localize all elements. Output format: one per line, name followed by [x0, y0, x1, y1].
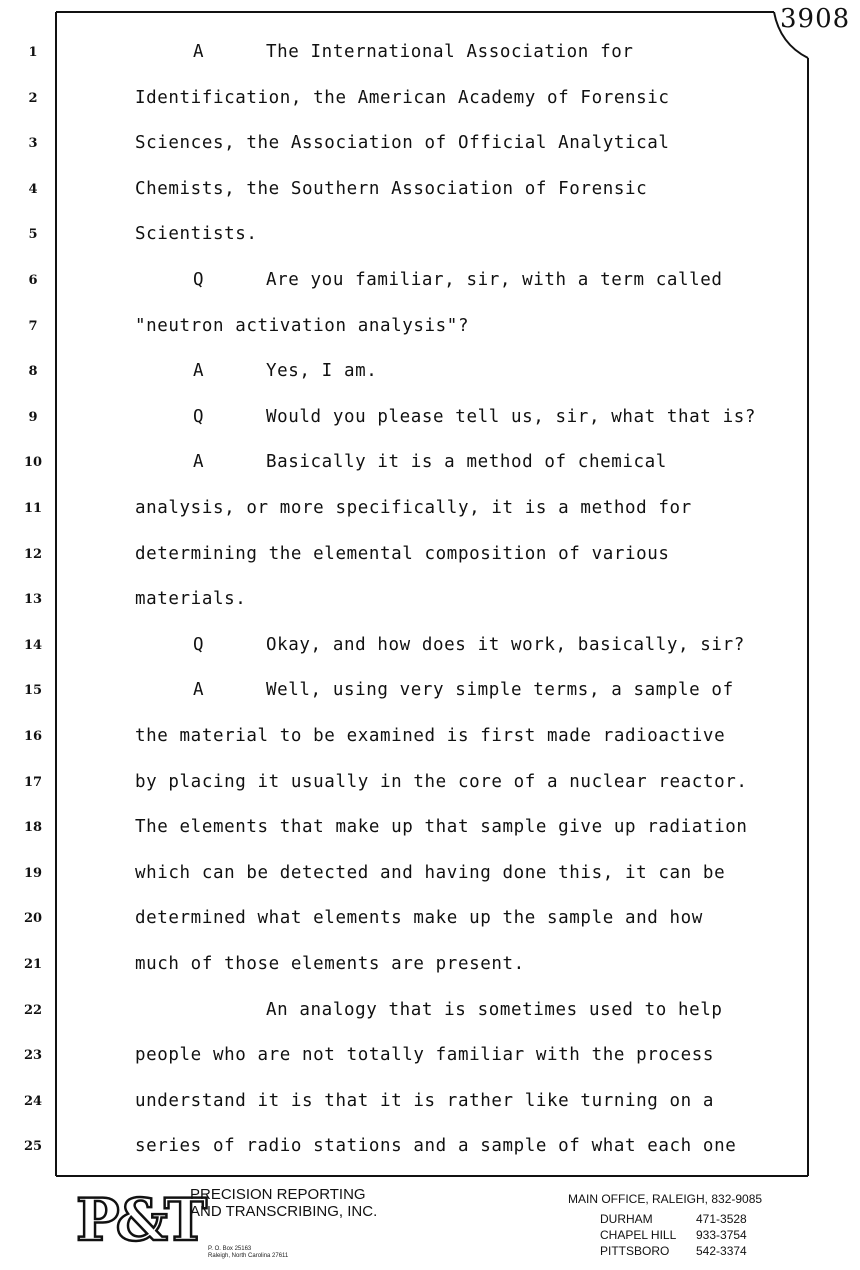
line-number: 14: [23, 638, 43, 653]
speaker-label: A: [193, 452, 204, 472]
speaker-label: Q: [193, 270, 204, 290]
line-number: 23: [23, 1048, 43, 1063]
line-number: 11: [23, 501, 43, 516]
line-number: 24: [23, 1094, 43, 1109]
line-number: 19: [23, 866, 43, 881]
transcript-line: Basically it is a method of chemical: [266, 452, 667, 472]
speaker-label: A: [193, 42, 204, 62]
line-number: 20: [23, 911, 43, 926]
main-office: MAIN OFFICE, RALEIGH, 832-9085: [568, 1192, 763, 1206]
transcript-line: The elements that make up that sample give up radiation: [135, 817, 748, 837]
transcript-line: Scientists.: [135, 224, 258, 244]
speaker-label: Q: [193, 635, 204, 655]
firm-name-line2: AND TRANSCRIBING, INC.: [190, 1203, 378, 1220]
transcript-line: An analogy that is sometimes used to help: [266, 1000, 723, 1020]
firm-address: [208, 1246, 288, 1260]
transcript-line: determining the elemental composition of various: [135, 544, 670, 564]
transcript-line: understand it is that it is rather like turning on a: [135, 1091, 715, 1111]
transcript-line: Identification, the American Academy of Forensic: [135, 88, 670, 108]
transcript-line: by placing it usually in the core of a nuclear reactor.: [135, 772, 748, 792]
office-row: [600, 1228, 747, 1242]
line-number: 25: [23, 1139, 43, 1154]
office-city: DURHAM: [600, 1212, 653, 1226]
transcript-line: The International Association for: [266, 42, 634, 62]
line-number: 16: [23, 729, 43, 744]
transcript-line: "neutron activation analysis"?: [135, 316, 470, 336]
line-number: 2: [28, 91, 38, 106]
office-row: [600, 1244, 747, 1258]
transcript-line: much of those elements are present.: [135, 954, 525, 974]
transcript-line: Okay, and how does it work, basically, sir?: [266, 635, 745, 655]
firm-logo: P&T: [76, 1186, 204, 1254]
line-number: 9: [28, 410, 38, 425]
transcript-line: Sciences, the Association of Official Analytical: [135, 133, 670, 153]
office-row: [600, 1212, 747, 1226]
line-number: 5: [28, 227, 38, 242]
office-phone: 542-3374: [696, 1244, 747, 1258]
transcript-line: determined what elements make up the sample and how: [135, 908, 703, 928]
transcript-line: Chemists, the Southern Association of Forensic: [135, 179, 648, 199]
line-number: 4: [28, 182, 38, 197]
firm-name-line1: PRECISION REPORTING: [190, 1186, 366, 1203]
firm-name: [190, 1186, 377, 1220]
address-line1: P. O. Box 25163: [208, 1246, 252, 1252]
line-number: 21: [23, 957, 43, 972]
page-number: 3908: [780, 4, 851, 34]
transcript-line: Well, using very simple terms, a sample of: [266, 680, 734, 700]
transcript-line: series of radio stations and a sample of what each one: [135, 1136, 737, 1156]
line-number: 18: [23, 820, 43, 835]
transcript-line: the material to be examined is first made radioactive: [135, 726, 726, 746]
office-city: CHAPEL HILL: [600, 1228, 677, 1242]
line-number: 7: [28, 319, 38, 334]
office-phone: 471-3528: [696, 1212, 747, 1226]
line-number: 1: [28, 45, 38, 60]
transcript-line: which can be detected and having done this, it can be: [135, 863, 726, 883]
speaker-label: A: [193, 680, 204, 700]
line-number: 17: [23, 775, 43, 790]
line-number: 12: [23, 547, 43, 562]
line-number: 22: [23, 1003, 43, 1018]
transcript-line: Yes, I am.: [266, 361, 378, 381]
transcript-line: people who are not totally familiar with the process: [135, 1045, 715, 1065]
speaker-label: A: [193, 361, 204, 381]
office-phone: 933-3754: [696, 1228, 747, 1242]
address-line2: Raleigh, North Carolina 27611: [208, 1253, 289, 1259]
transcript-line: Would you please tell us, sir, what that is?: [266, 407, 756, 427]
line-number: 15: [23, 683, 43, 698]
line-number: 8: [28, 364, 38, 379]
transcript-line: materials.: [135, 589, 247, 609]
line-number: 13: [23, 592, 43, 607]
line-number: 6: [28, 273, 38, 288]
transcript-line: Are you familiar, sir, with a term called: [266, 270, 723, 290]
speaker-label: Q: [193, 407, 204, 427]
office-city: PITTSBORO: [600, 1244, 670, 1258]
transcript-line: analysis, or more specifically, it is a method for: [135, 498, 692, 518]
line-number: 3: [28, 136, 38, 151]
line-number: 10: [23, 455, 43, 470]
